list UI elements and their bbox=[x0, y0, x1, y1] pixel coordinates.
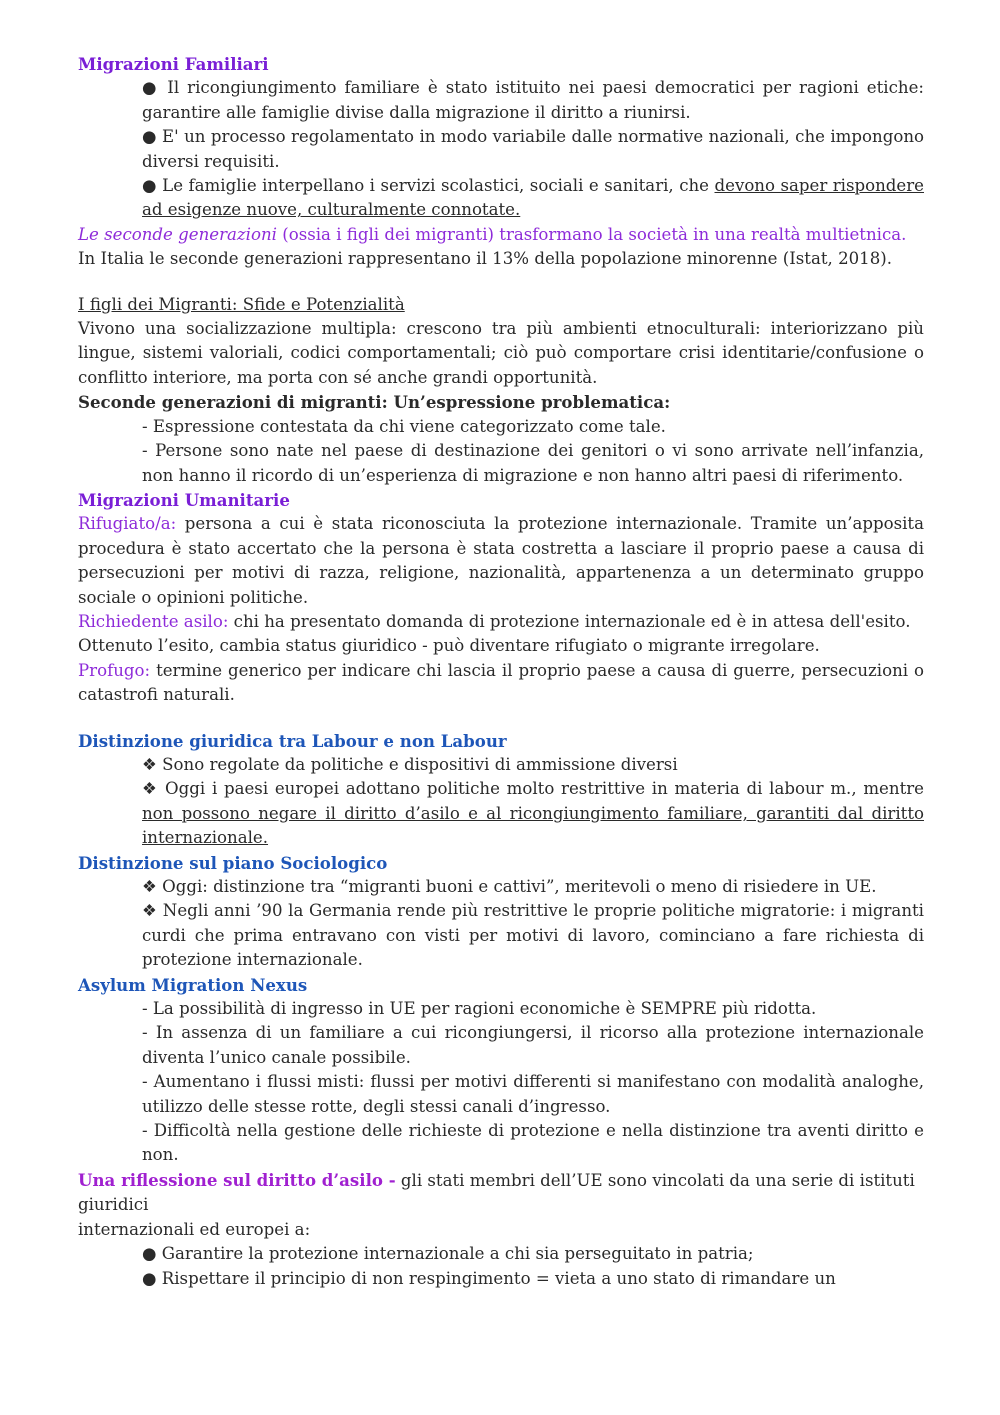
heading-asylum-nexus: Asylum Migration Nexus bbox=[78, 974, 308, 995]
heading-migrazioni-umanitarie: Migrazioni Umanitarie bbox=[78, 489, 290, 510]
definition-richiedente bbox=[78, 610, 924, 634]
definition-rifugiato bbox=[78, 512, 924, 610]
label-rifugiato: Rifugiato/a: bbox=[78, 514, 177, 534]
dash-item-difficolta: - Difficoltà nella gestione delle richieste di protezione e nella distinzione tra aventi diritto e non. bbox=[142, 1121, 924, 1165]
heading-riflessione: Una riflessione sul diritto d’asilo - bbox=[78, 1169, 396, 1190]
heading-distinzione-sociologico: Distinzione sul piano Sociologico bbox=[78, 852, 388, 873]
istat-line: In Italia le seconde generazioni rappresentano il 13% della popolazione minorenne (Istat, 2018). bbox=[78, 249, 893, 269]
riflessione-line bbox=[78, 1168, 924, 1218]
text-richiedente: chi ha presentato domanda di protezione internazionale ed è in attesa dell'esito. bbox=[228, 611, 911, 631]
dash-item-flussi-misti: - Aumentano i flussi misti: flussi per motivi differenti si manifestano con modalità analoghe, utilizzo delle stesse rotte, degli stessi canali d’ingresso. bbox=[142, 1072, 924, 1116]
heading-seconde-generazioni: Seconde generazioni di migranti: Un’espressione problematica: bbox=[78, 392, 671, 413]
bullet-text: ❖ Oggi i paesi europei adottano politiche molto restrittive in materia di labour m., mentre bbox=[142, 779, 924, 799]
bullet-processo-regolamentato: ● E' un processo regolamentato in modo variabile dalle normative nazionali, che impongono diversi requisiti. bbox=[142, 127, 924, 171]
dash-item-espressione: - Espressione contestata da chi viene categorizzato come tale. bbox=[142, 416, 666, 436]
seconde-generazioni-rest: (ossia i figli dei migranti) trasformano la società in una realtà multietnica. bbox=[276, 224, 907, 244]
bullet-migranti-buoni: ❖ Oggi: distinzione tra “migranti buoni e cattivi”, meritevoli o meno di risiedere in UE. bbox=[142, 877, 877, 896]
bullet-paesi-europei bbox=[142, 777, 924, 850]
dash-item-assenza: - In assenza di un familiare a cui ricongiungersi, il ricorso alla protezione internazionale diventa l’unico canale possibile. bbox=[142, 1023, 924, 1067]
spacer bbox=[78, 708, 924, 729]
riflessione-line2: internazionali ed europei a: bbox=[78, 1219, 311, 1239]
heading-distinzione-giuridica: Distinzione giuridica tra Labour e non Labour bbox=[78, 730, 507, 751]
seconde-generazioni-italic: Le seconde generazioni bbox=[78, 224, 277, 244]
label-profugo: Profugo: bbox=[78, 660, 151, 680]
bullet-germania: ❖ Negli anni ’90 la Germania rende più restrittive le proprie politiche migratorie: i migranti curdi che prima entravano con visti per motivi di lavoro, cominciano a fare richiesta di protezione internazionale. bbox=[142, 901, 924, 970]
bullet-rispettare: ● Rispettare il principio di non respingimento = vieta a uno stato di rimandare un bbox=[142, 1268, 836, 1288]
text-rifugiato: persona a cui è stata riconosciuta la protezione internazionale. Tramite un’apposita procedura è stato accertato che la persona è stata costretta a lasciare il proprio paese a causa di persecuzioni per motivi di razza, religione, nazionalità, appartenenza a un determinato gruppo sociale o opinioni politiche. bbox=[78, 514, 924, 607]
bullet-regolate: ❖ Sono regolate da politiche e dispositivi di ammissione diversi bbox=[142, 754, 678, 774]
spacer bbox=[78, 272, 924, 293]
heading-migrazioni-familiari: Migrazioni Familiari bbox=[78, 54, 269, 74]
heading-figli-migranti: I figli dei Migranti: Sfide e Potenzialità bbox=[78, 294, 405, 314]
seconde-generazioni-line bbox=[78, 223, 924, 247]
label-richiedente: Richiedente asilo: bbox=[78, 611, 229, 631]
underlined-text: devono saper rispondere ad esigenze nuove, culturalmente connotate. bbox=[142, 176, 924, 220]
richiedente-line2: Ottenuto l’esito, cambia status giuridico - può diventare rifugiato o migrante irregolare. bbox=[78, 636, 820, 656]
dash-item-persone: - Persone sono nate nel paese di destinazione dei genitori o vi sono arrivate nell’infanzia, non hanno il ricordo di un’esperienza di migrazione e non hanno altri paesi di riferimento. bbox=[142, 441, 924, 485]
document-content bbox=[78, 54, 924, 1291]
definition-profugo bbox=[78, 659, 924, 708]
text-profugo: termine generico per indicare chi lascia il proprio paese a causa di guerre, persecuzioni o catastrofi naturali. bbox=[78, 660, 924, 705]
bullet-ricongiungimento: ● Il ricongiungimento familiare è stato istituito nei paesi democratici per ragioni etiche: garantire alle famiglie divise dalla migrazione il diritto a riunirsi. bbox=[142, 78, 924, 122]
paragraph-socializzazione: Vivono una socializzazione multipla: crescono tra più ambienti etnoculturali: interiorizzano più lingue, sistemi valoriali, codici comportamentali; ciò può comportare crisi identitarie/confusione o conflitto interiore, ma porta con sé anche grandi opportunità. bbox=[78, 319, 924, 387]
bullet-famiglie-servizi bbox=[142, 174, 924, 223]
underlined-text: non possono negare il diritto d’asilo e al ricongiungimento familiare, garantiti dal diritto internazionale. bbox=[142, 803, 924, 848]
bullet-text: ● Le famiglie interpellano i servizi scolastici, sociali e sanitari, che bbox=[142, 176, 715, 196]
dash-item-ingresso: - La possibilità di ingresso in UE per ragioni economiche è SEMPRE più ridotta. bbox=[142, 999, 817, 1019]
bullet-garantire: ● Garantire la protezione internazionale a chi sia perseguitato in patria; bbox=[142, 1244, 754, 1264]
riflessione-text: gli stati membri dell’UE sono vincolati da una serie di istituti giuridici bbox=[78, 1170, 915, 1215]
